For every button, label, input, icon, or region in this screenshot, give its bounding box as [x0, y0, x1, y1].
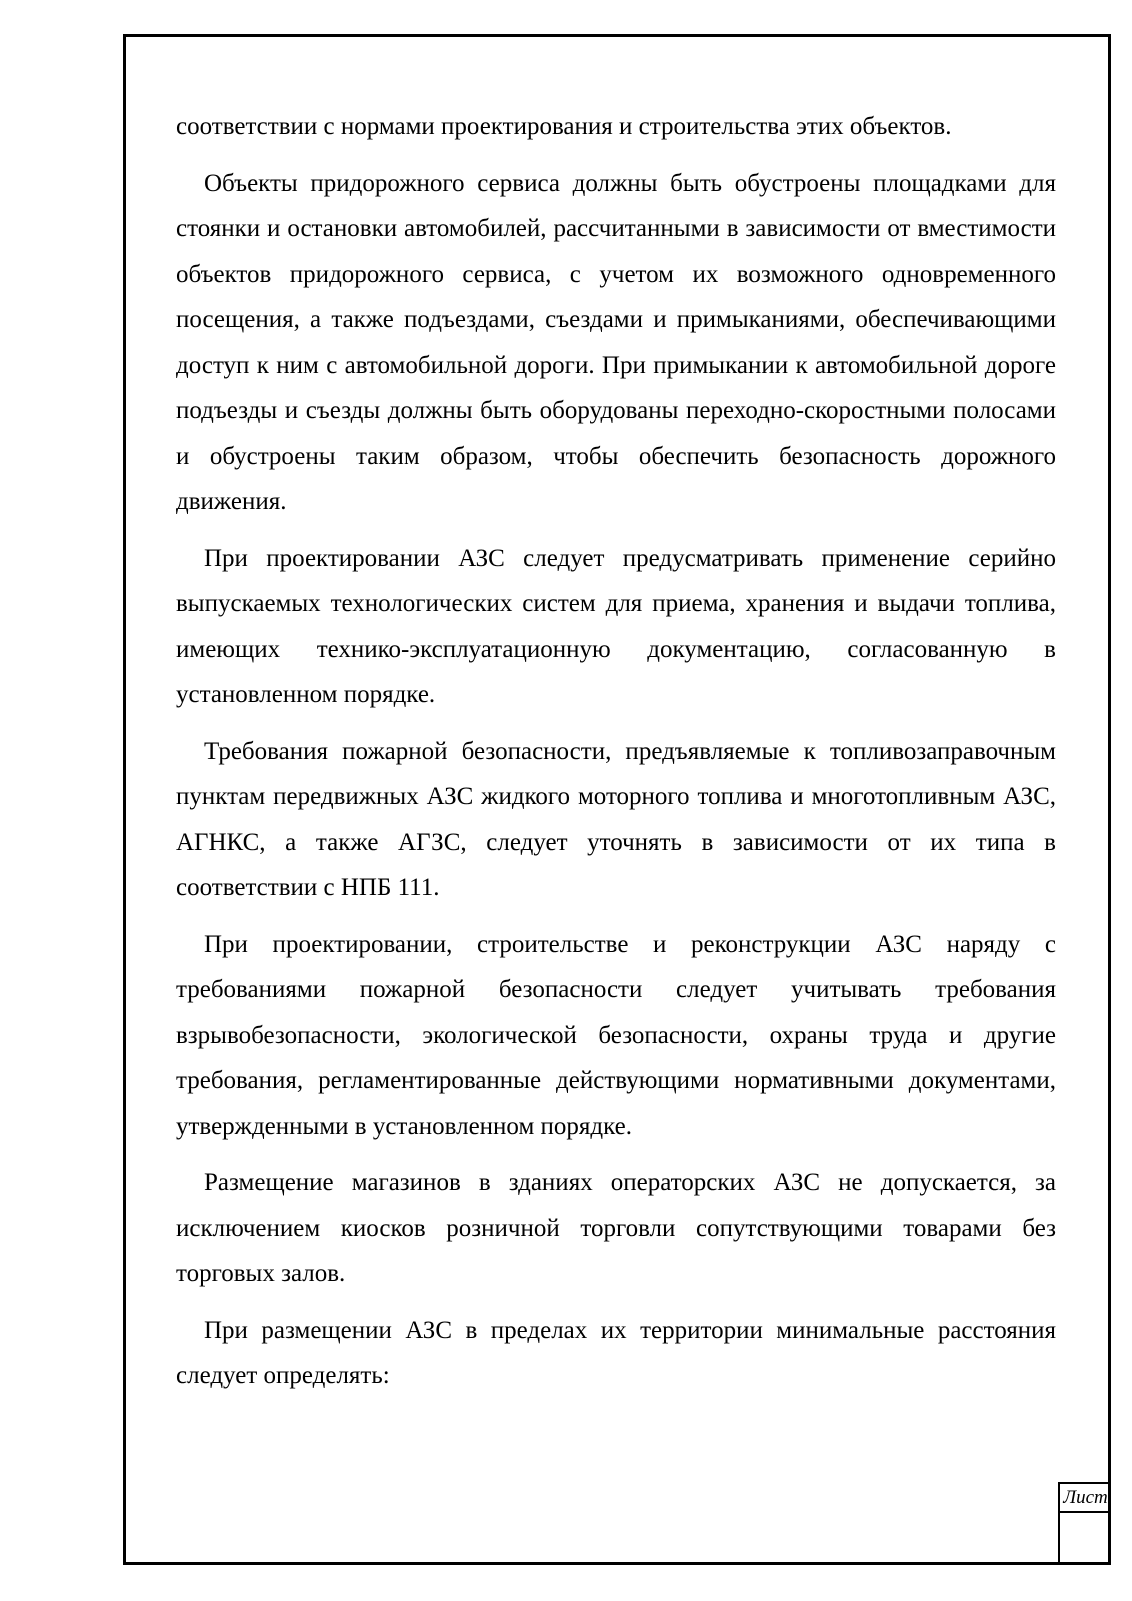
title-block-stamp	[1058, 1482, 1111, 1565]
paragraph: При проектировании, строительстве и реконструкции АЗС наряду с требованиями пожарной безопасности следует учитывать требования взрывобезопасности, экологической безопасности, охраны труда и другие требования, регламентированные действующими нормативными документами, утвержденными в установленном порядке.	[176, 930, 1056, 1140]
paragraph: Требования пожарной безопасности, предъявляемые к топливозаправочным пунктам передвижных АЗС жидкого моторного топлива и многотопливным АЗС, АГНКС, а также АГЗС, следует уточнять в зависимости от их типа в соответствии с НПБ 111.	[176, 737, 1056, 901]
paragraph-continuation: соответствии с нормами проектирования и строительства этих объектов.	[176, 113, 952, 140]
paragraph: При размещении АЗС в пределах их территории минимальные расстояния следует определять:	[176, 1316, 1056, 1389]
paragraph: Размещение магазинов в зданиях операторских АЗС не допускается, за исключением киосков розничной торговли сопутствующими товарами без торговых залов.	[176, 1169, 1056, 1287]
paragraph: При проектировании АЗС следует предусматривать применение серийно выпускаемых технологических систем для приема, хранения и выдачи топлива, имеющих технико-эксплуатационную документацию, согласованную в установленном порядке.	[176, 544, 1056, 708]
paragraph: Объекты придорожного сервиса должны быть обустроены площадками для стоянки и остановки автомобилей, рассчитанными в зависимости от вместимости объектов придорожного сервиса, с учетом их возможного одновременного посещения, а также подъездами, съездами и примыканиями, обеспечивающими доступ к ним с автомобильной дороги. При примыкании к автомобильной дороге подъезды и съезды должны быть оборудованы переходно-скоростными полосами и обустроены таким образом, чтобы обеспечить безопасность дорожного движения.	[176, 169, 1056, 515]
sheet-label: Лист	[1060, 1484, 1111, 1513]
document-body	[176, 104, 1056, 1410]
